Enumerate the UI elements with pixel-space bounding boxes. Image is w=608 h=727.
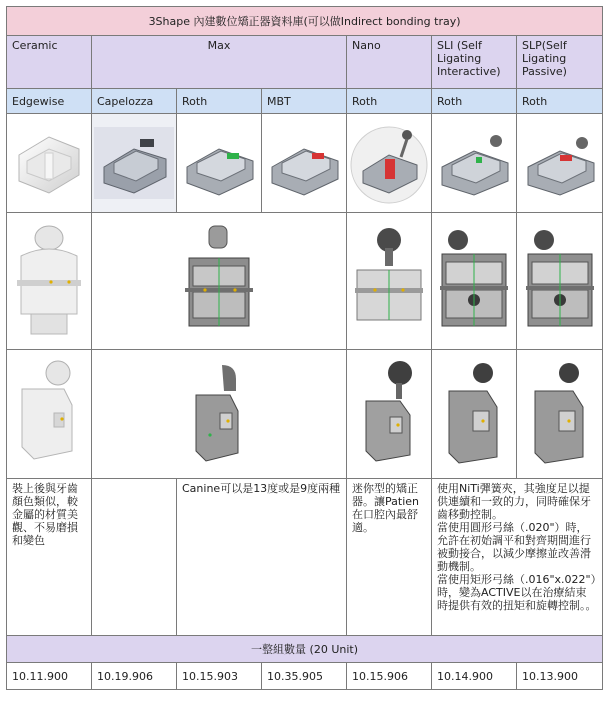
roth-max-bracket-photo [179, 123, 259, 203]
capelozza-bracket-photo [94, 127, 174, 199]
photo-mbt [262, 114, 347, 213]
mbt-bracket-photo [264, 123, 344, 203]
set-quantity-summary: 一整組數量 (20 Unit) [7, 636, 603, 663]
category-slp: SLP(Self Ligating Passive) [517, 36, 603, 89]
photo-ceramic [7, 114, 92, 213]
ceramic-side-render [14, 355, 84, 473]
code-capelozza: 10.19.906 [92, 663, 177, 690]
code-sli: 10.14.900 [432, 663, 517, 690]
photo-slp [517, 114, 603, 213]
description-nano: 迷你型的矯正器。讓Patien在口腔內最舒適。 [347, 479, 432, 636]
prescription-roth-max: Roth [177, 89, 262, 114]
bracket-table [6, 6, 603, 690]
photo-sli [432, 114, 517, 213]
nano-front-render [351, 218, 427, 344]
prescription-roth-slp: Roth [517, 89, 603, 114]
ceramic-bracket-photo [9, 123, 89, 203]
slp-side-render [525, 355, 595, 473]
bracket-table-wrapper [6, 6, 603, 690]
prescription-mbt: MBT [262, 89, 347, 114]
nano-side-render [354, 355, 424, 473]
photo-nano [347, 114, 432, 213]
front-render-slp [517, 213, 603, 350]
prescription-roth-sli: Roth [432, 89, 517, 114]
side-render-sli [432, 350, 517, 479]
front-render-ceramic [7, 213, 92, 350]
side-render-ceramic [7, 350, 92, 479]
sli-bracket-photo [434, 123, 514, 203]
photo-roth-max [177, 114, 262, 213]
sli-front-render [436, 218, 512, 344]
nano-bracket-photo [349, 121, 429, 205]
description-sli-slp: 使用NiTi彈簧夾，其強度足以提供連續和一致的力，同時確保牙齒移動控制。 當使用圓形弓絲（.020"）時，允許在初始調平和對齊期間進行被動接合，以減少摩擦並改善滑動機制。 當使用矩形弓絲（.016"x.022"）時，變為ACTIVE以在治療結束時提供有效的扭矩和旋轉控制。。 [432, 479, 603, 636]
prescription-capelozza: Capelozza [92, 89, 177, 114]
category-nano: Nano [347, 36, 432, 89]
description-roth-mbt: Canine可以是13度或是9度兩種 [177, 479, 347, 636]
code-mbt: 10.35.905 [262, 663, 347, 690]
category-sli: SLI (Self Ligating Interactive) [432, 36, 517, 89]
side-render-slp [517, 350, 603, 479]
max-side-render [184, 355, 254, 473]
description-capelozza [92, 479, 177, 636]
front-render-sli [432, 213, 517, 350]
code-roth-max: 10.15.903 [177, 663, 262, 690]
category-ceramic: Ceramic [7, 36, 92, 89]
code-nano: 10.15.906 [347, 663, 432, 690]
code-ceramic: 10.11.900 [7, 663, 92, 690]
table-title: 3Shape 內建數位矯正器資料庫(可以做Indirect bonding tray) [7, 7, 603, 36]
front-render-max [92, 213, 347, 350]
front-render-nano [347, 213, 432, 350]
ceramic-front-render [11, 218, 87, 344]
slp-front-render [522, 218, 598, 344]
code-slp: 10.13.900 [517, 663, 603, 690]
prescription-edgewise: Edgewise [7, 89, 92, 114]
sli-side-render [439, 355, 509, 473]
side-render-nano [347, 350, 432, 479]
description-ceramic: 裝上後與牙齒顏色類似，較金屬的材質美觀、不易磨損和變色 [7, 479, 92, 636]
prescription-roth-nano: Roth [347, 89, 432, 114]
side-render-max [92, 350, 347, 479]
photo-capelozza [92, 114, 177, 213]
slp-bracket-photo [520, 123, 600, 203]
category-max: Max [92, 36, 347, 89]
max-front-render [179, 218, 259, 344]
